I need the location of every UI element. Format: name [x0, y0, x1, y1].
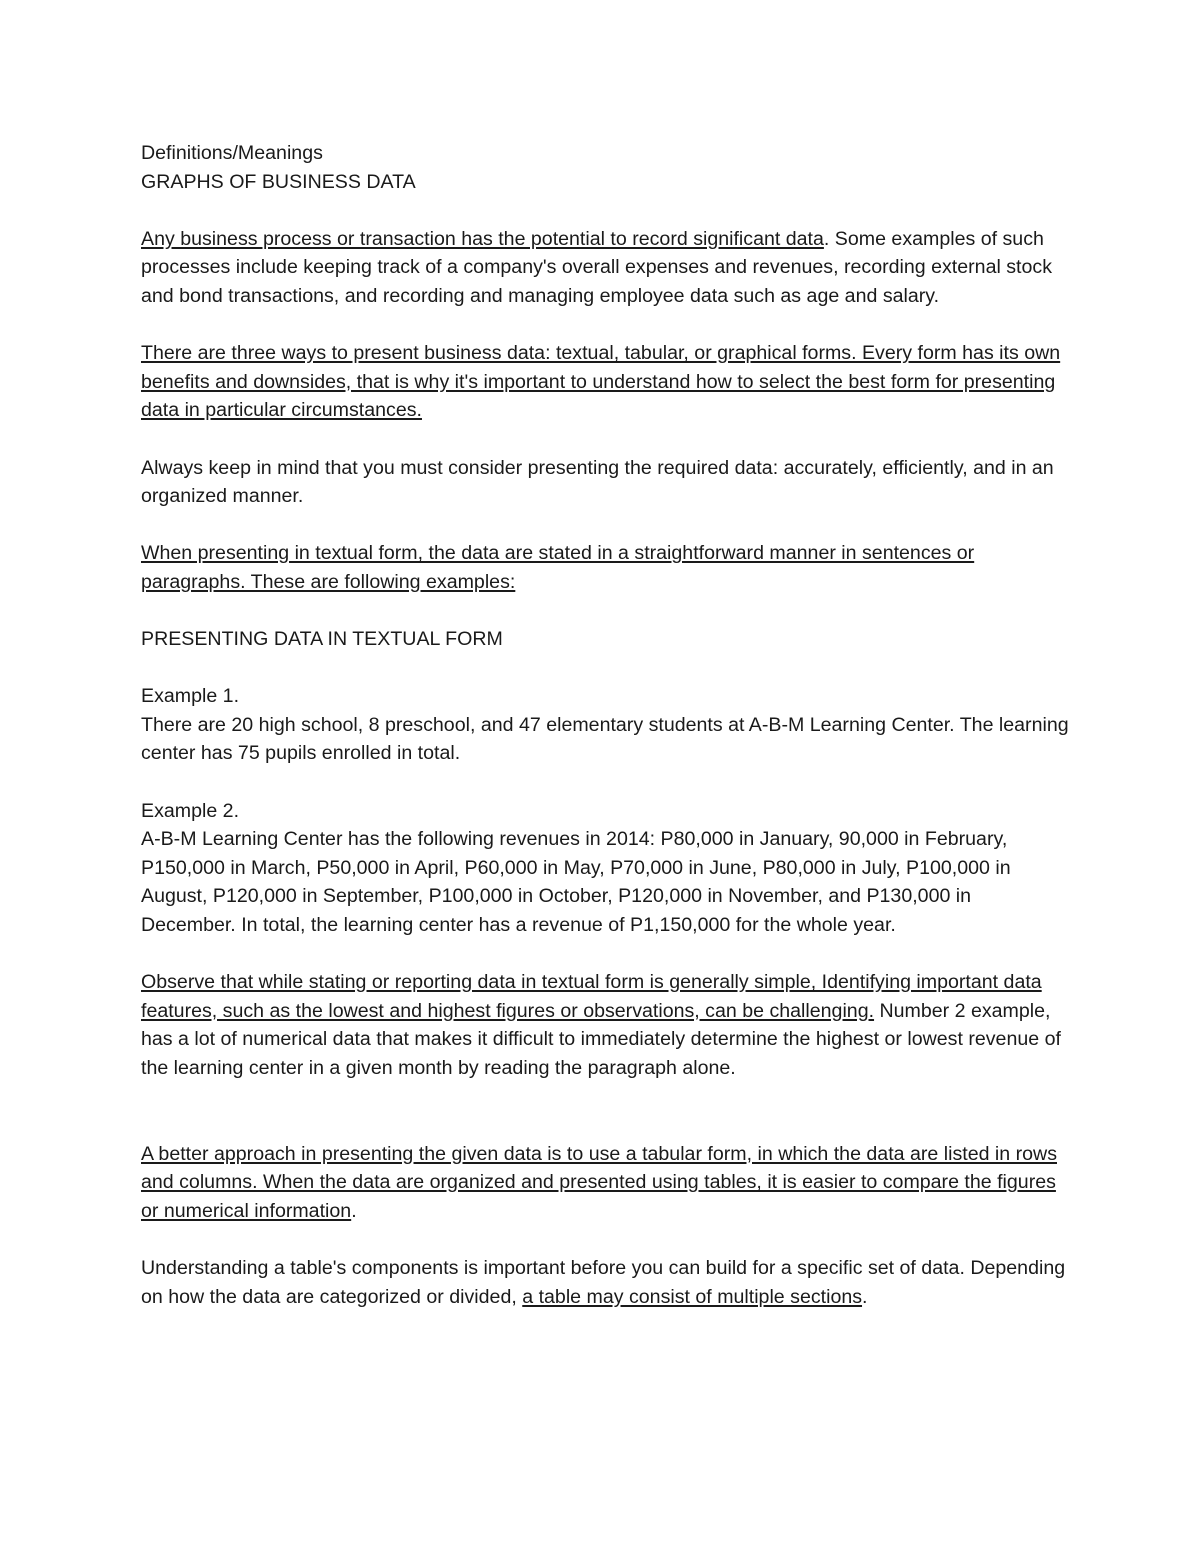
underlined-text: Observe that while stating or reporting data in textual form is generally simple, Identifying important data features, such as the lowest and highest figures or observations, can be challenging. — [141, 971, 1042, 1022]
spacer — [141, 597, 1071, 626]
underlined-text: A better approach in presenting the given data is to use a tabular form, in which the data are listed in rows and columns. When the data are organized and presented using tables, it is easier to compare the figures or numerical information — [141, 1142, 1057, 1222]
document-page — [141, 139, 1071, 1311]
spacer — [141, 1225, 1071, 1254]
paragraph-text: . — [351, 1199, 357, 1222]
paragraph-observe — [141, 968, 1071, 1082]
example-2-title: Example 2. — [141, 799, 240, 822]
spacer — [141, 425, 1071, 454]
paragraph-table-components — [141, 1254, 1071, 1311]
spacer — [141, 196, 1071, 225]
doc-title: GRAPHS OF BUSINESS DATA — [141, 170, 416, 193]
paragraph-three-ways — [141, 339, 1071, 425]
underlined-text: When presenting in textual form, the data are stated in a straightforward manner in sentences or paragraphs. These are following examples: — [141, 542, 975, 593]
spacer — [141, 511, 1071, 540]
paragraph-text: Understanding a table's components is important before you can build for a specific set of data. Depending on how the data are categorized or divided, — [141, 1256, 1066, 1308]
spacer — [141, 940, 1071, 969]
example-2-text: A-B-M Learning Center has the following revenues in 2014: P80,000 in January, 90,000 in February, P150,000 in March, P50,000 in April, P60,000 in May, P70,000 in June, P80,000 in July, P100,000 in August, P120,000 in September, P100,000 in October, P120,000 in November, and P130,000 in December. In total, the learning center has a revenue of P1,150,000 for the whole year. — [141, 828, 1011, 937]
spacer — [141, 1083, 1071, 1140]
spacer — [141, 311, 1071, 340]
paragraph-text: Number 2 example, has a lot of numerical data that makes it difficult to immediately determine the highest or lowest revenue of the learning center in a given month by reading the paragraph alone. — [141, 999, 1061, 1079]
underlined-text: There are three ways to present business data: textual, tabular, or graphical forms. Every form has its own benefits and downsides, that is why it's important to understand how to select the best form for presenting data in particular circumstances. — [141, 342, 1061, 422]
section-heading: PRESENTING DATA IN TEXTUAL FORM — [141, 628, 503, 651]
paragraph-keep-in-mind: Always keep in mind that you must consider presenting the required data: accurately, efficiently, and in an organized manner. — [141, 456, 1054, 508]
spacer — [141, 768, 1071, 797]
example-1-text: There are 20 high school, 8 preschool, and 47 elementary students at A-B-M Learning Center. The learning center has 75 pupils enrolled in total. — [141, 713, 1069, 765]
paragraph-text: . — [862, 1285, 868, 1308]
paragraph-textual-form — [141, 539, 1071, 596]
paragraph-text: . Some examples of such processes include keeping track of a company's overall expenses and revenues, recording external stock and bond transactions, and recording and managing employee data such as age and salary. — [141, 227, 1052, 307]
underlined-text: Any business process or transaction has the potential to record significant data — [141, 227, 824, 250]
spacer — [141, 654, 1071, 683]
example-1-title: Example 1. — [141, 685, 240, 708]
paragraph-tabular — [141, 1140, 1071, 1226]
underlined-text: a table may consist of multiple sections — [522, 1285, 863, 1308]
paragraph-intro — [141, 225, 1071, 311]
doc-label: Definitions/Meanings — [141, 142, 323, 164]
